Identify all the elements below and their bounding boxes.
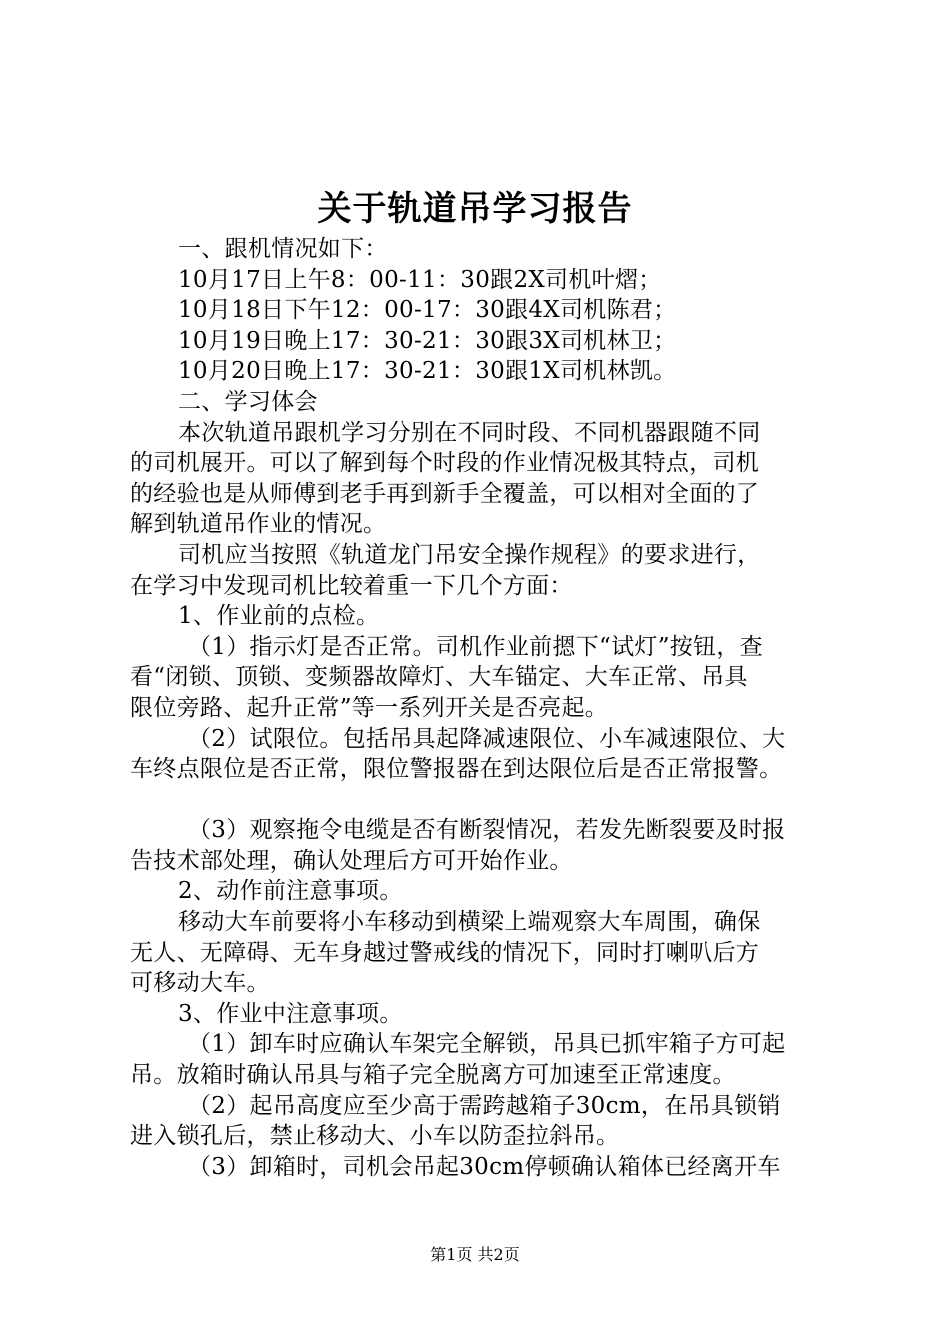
document-title: 关于轨道吊学习报告 bbox=[317, 189, 633, 229]
section-heading: 二、学习体会 bbox=[178, 388, 318, 415]
paragraph-line: （1）指示灯是否正常。司机作业前摁下“试灯”按钮，查 bbox=[188, 633, 763, 660]
page-footer: 第1页 共2页 bbox=[430, 1245, 520, 1264]
subsection-heading: 3、作业中注意事项。 bbox=[178, 1000, 403, 1027]
paragraph-line: 可移动大车。 bbox=[130, 970, 270, 997]
blank-line bbox=[130, 785, 835, 816]
paragraph-line: 本次轨道吊跟机学习分别在不同时段、不同机器跟随不同 bbox=[178, 419, 761, 446]
paragraph-line: 的经验也是从师傅到老手再到新手全覆盖，可以相对全面的了 bbox=[130, 480, 760, 507]
paragraph-line: （3）观察拖令电缆是否有断裂情况，若发先断裂要及时报 bbox=[188, 817, 786, 844]
paragraph-line: 限位旁路、起升正常”等一系列开关是否亮起。 bbox=[130, 694, 609, 721]
paragraph-line: 的司机展开。可以了解到每个时段的作业情况极其特点，司机 bbox=[130, 450, 760, 477]
paragraph-line: 看“闭锁、顶锁、变频器故障灯、大车锚定、大车正常、吊具 bbox=[130, 664, 748, 691]
paragraph-line: （2）试限位。包括吊具起降减速限位、小车减速限位、大 bbox=[188, 725, 786, 752]
paragraph-line: 移动大车前要将小车移动到横梁上端观察大车周围，确保 bbox=[178, 909, 761, 936]
paragraph-line: 车终点限位是否正常，限位警报器在到达限位后是否正常报警。 bbox=[130, 756, 783, 783]
paragraph-line: 司机应当按照《轨道龙门吊安全操作规程》的要求进行， bbox=[178, 541, 761, 568]
section-heading: 一、跟机情况如下： bbox=[178, 236, 388, 262]
paragraph-line: 解到轨道吊作业的情况。 bbox=[130, 511, 387, 538]
schedule-line: 10月19日晚上17：30-21：30跟3X司机林卫； bbox=[178, 327, 677, 354]
schedule-line: 10月17日上午8：00-11：30跟2X司机叶熠； bbox=[178, 266, 662, 293]
paragraph-line: 告技术部处理，确认处理后方可开始作业。 bbox=[130, 847, 573, 874]
paragraph-line: 无人、无障碍、无车身越过警戒线的情况下，同时打喇叭后方 bbox=[130, 939, 760, 966]
paragraph-line: （3）卸箱时，司机会吊起30cm停顿确认箱体已经离开车 bbox=[188, 1153, 781, 1180]
paragraph-line: （2）起吊高度应至少高于需跨越箱子30cm，在吊具锁销 bbox=[188, 1092, 781, 1119]
paragraph-line: （1）卸车时应确认车架完全解锁，吊具已抓牢箱子方可起 bbox=[188, 1031, 786, 1058]
document-body bbox=[130, 234, 835, 1182]
schedule-line: 10月20日晚上17：30-21：30跟1X司机林凯。 bbox=[178, 358, 677, 385]
subsection-heading: 1、作业前的点检。 bbox=[178, 603, 380, 630]
paragraph-line: 吊。放箱时确认吊具与箱子完全脱离方可加速至正常速度。 bbox=[130, 1062, 736, 1089]
paragraph-line: 进入锁孔后，禁止移动大、小车以防歪拉斜吊。 bbox=[130, 1123, 620, 1150]
schedule-line: 10月18日下午12：00-17：30跟4X司机陈君； bbox=[178, 297, 677, 324]
subsection-heading: 2、动作前注意事项。 bbox=[178, 878, 403, 905]
paragraph-line: 在学习中发现司机比较着重一下几个方面： bbox=[130, 572, 573, 599]
